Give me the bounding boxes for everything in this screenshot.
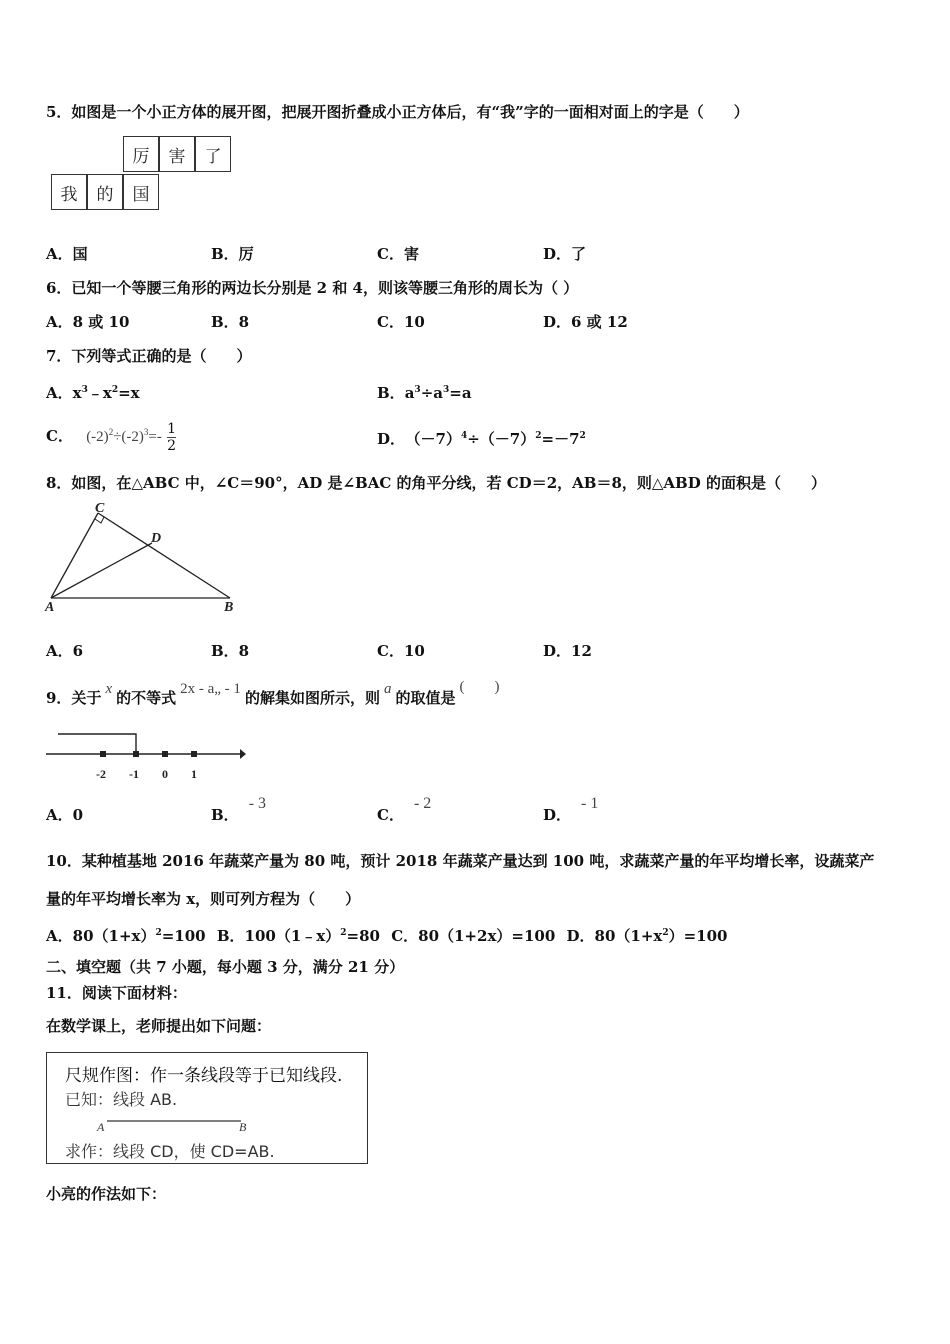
q7-text: 7．下列等式正确的是（ ） [46,347,252,365]
math: D．80（1+x [566,927,663,945]
option-label: D． [543,806,572,824]
box-requirement: 求作：线段 CD，使 CD=AB. [65,1142,275,1161]
label-c: C [95,501,105,516]
option-label: B． [211,806,239,824]
q11-text: 11．阅读下面材料： [46,984,187,1002]
q6-option-a: A．8 或 10 [46,313,130,331]
option-label: C． [46,427,73,445]
exponent: 2 [340,928,347,938]
math: ÷a [420,384,443,402]
math: B．100（1﹣x） [216,927,341,945]
math: ﹣x [87,384,112,402]
net-cell: 我 [51,174,87,210]
text: 的取值是 [395,689,456,707]
q6-option-c: C．10 [377,313,425,331]
math: x [72,384,82,402]
side-cb [98,513,230,598]
exponent: 3 [414,385,421,395]
exponent: 2 [111,385,119,395]
q8-option-b: B．8 [211,642,250,660]
math: =- [148,429,162,445]
tick-label: 0 [162,767,168,781]
q10-text-line2: 量的年平均增长率为 x，则可列方程为（ ） [46,890,361,908]
math: =80 [346,927,380,945]
tick-label: 1 [191,767,197,781]
option-label: A． [46,384,73,402]
exponent: 2 [535,431,542,441]
q8-option-d: D．12 [543,642,592,660]
tick-mark [100,751,106,757]
option-value: - 2 [413,795,432,812]
net-cell: 厉 [123,136,159,172]
q5-option-d: D．了 [543,245,587,263]
q9-option-d [543,795,599,826]
text: 的解集如图所示，则 [244,689,380,707]
q10-option-b [217,927,380,945]
endpoint-a: A [97,1120,105,1134]
numerator: 1 [167,420,177,437]
math: x [105,681,113,697]
q8-option-c: C．10 [377,642,425,660]
q5-text: 5．如图是一个小正方体的展开图，把展开图折叠成小正方体后，有“我”字的一面相对面上的字是（ ） [46,103,749,121]
q7-option-a [46,380,140,403]
option-value: 0 [72,806,84,824]
q9-option-a [46,805,83,825]
q7-option-d [377,426,586,449]
q7-option-b [377,380,472,403]
math: =100 [161,927,206,945]
exponent: 3 [81,385,88,395]
label-a: A [45,600,55,615]
q10-option-d [567,927,728,945]
box-known: 已知：线段 AB. [65,1090,178,1109]
math: (-2) [86,429,109,445]
q9-option-b [211,795,267,826]
math: a [404,384,415,402]
math: ÷(-2) [113,429,144,445]
math: 2x - a„ - 1 [180,681,241,697]
q10-option-a [46,927,206,945]
label-d: D [151,531,162,546]
arrow-icon [240,749,246,759]
q6-option-d: D．6 或 12 [543,313,628,331]
option-value: - 3 [248,795,267,812]
math: （－7） [413,430,461,448]
q10-option-c: C．80（1+2x）=100 [391,927,556,945]
section-heading: 二、填空题（共 7 小题，每小题 3 分，满分 21 分） [46,958,405,976]
exponent: 2 [579,431,586,441]
option-label: C． [377,806,404,824]
q6-text: 6．已知一个等腰三角形的两边长分别是 2 和 4，则该等腰三角形的周长为（ ） [46,279,579,297]
number-line-figure [40,728,250,786]
tick-mark [162,751,168,757]
q6-option-b: B．8 [211,313,250,331]
tick-mark [191,751,197,757]
option-label: A． [46,806,73,824]
exponent: 3 [143,427,149,437]
option-value: - 1 [581,795,599,812]
exponent: 4 [460,431,468,441]
text: 9．关于 [46,689,102,707]
math: =－7 [541,430,580,448]
q8-text: 8．如图，在△ABC 中，∠C＝90°，AD 是∠BAC 的角平分线，若 CD＝2，AB＝8，则△ABD 的面积是（ ） [46,474,826,492]
tick-mark [133,751,139,757]
cube-net-figure [48,136,238,216]
segment-ab-figure [93,1113,253,1135]
q8-option-a: A．6 [46,642,84,660]
net-cell: 的 [87,174,123,210]
math: A．80（1+x） [46,927,156,945]
solution-ray [58,734,136,754]
option-label: D． [377,430,406,448]
q10-options [46,923,728,946]
q5-option-b: B．厉 [211,245,254,263]
tick-label: -1 [129,767,139,781]
q11-method-intro: 小亮的作法如下： [46,1185,167,1203]
q11-intro: 在数学课上，老师提出如下问题： [46,1017,272,1035]
math: a [383,681,392,697]
tick-label: -2 [96,767,106,781]
math: =a [449,384,472,402]
option-label: B． [377,384,405,402]
label-b: B [224,600,234,615]
paren: ( ) [459,679,500,695]
q5-option-c: C．害 [377,245,419,263]
exponent: 2 [108,427,114,437]
q7-option-c [46,412,176,457]
q5-option-a: A．国 [46,245,88,263]
math: =x [118,384,140,402]
text: 的不等式 [116,689,177,707]
right-angle-mark [95,517,104,523]
box-title: 尺规作图：作一条线段等于已知线段. [65,1066,343,1086]
denominator: 2 [167,437,177,454]
endpoint-b: B [239,1120,247,1134]
math: ）=100 [668,927,728,945]
q10-text-line1: 10．某种植基地 2016 年蔬菜产量为 80 吨，预计 2018 年蔬菜产量达到 100 吨，求蔬菜产量的年平均增长率，设蔬菜产 [46,852,875,870]
net-cell: 了 [195,136,231,172]
q9-text [46,679,500,709]
triangle-figure [40,498,250,618]
net-cell: 害 [159,136,195,172]
exponent: 2 [662,928,669,938]
problem-box [46,1052,368,1164]
exponent: 3 [442,385,450,395]
fraction [167,421,176,454]
q9-option-c [377,795,432,826]
math: ÷（－7） [467,430,536,448]
net-cell: 国 [123,174,159,210]
exponent: 2 [155,928,162,938]
